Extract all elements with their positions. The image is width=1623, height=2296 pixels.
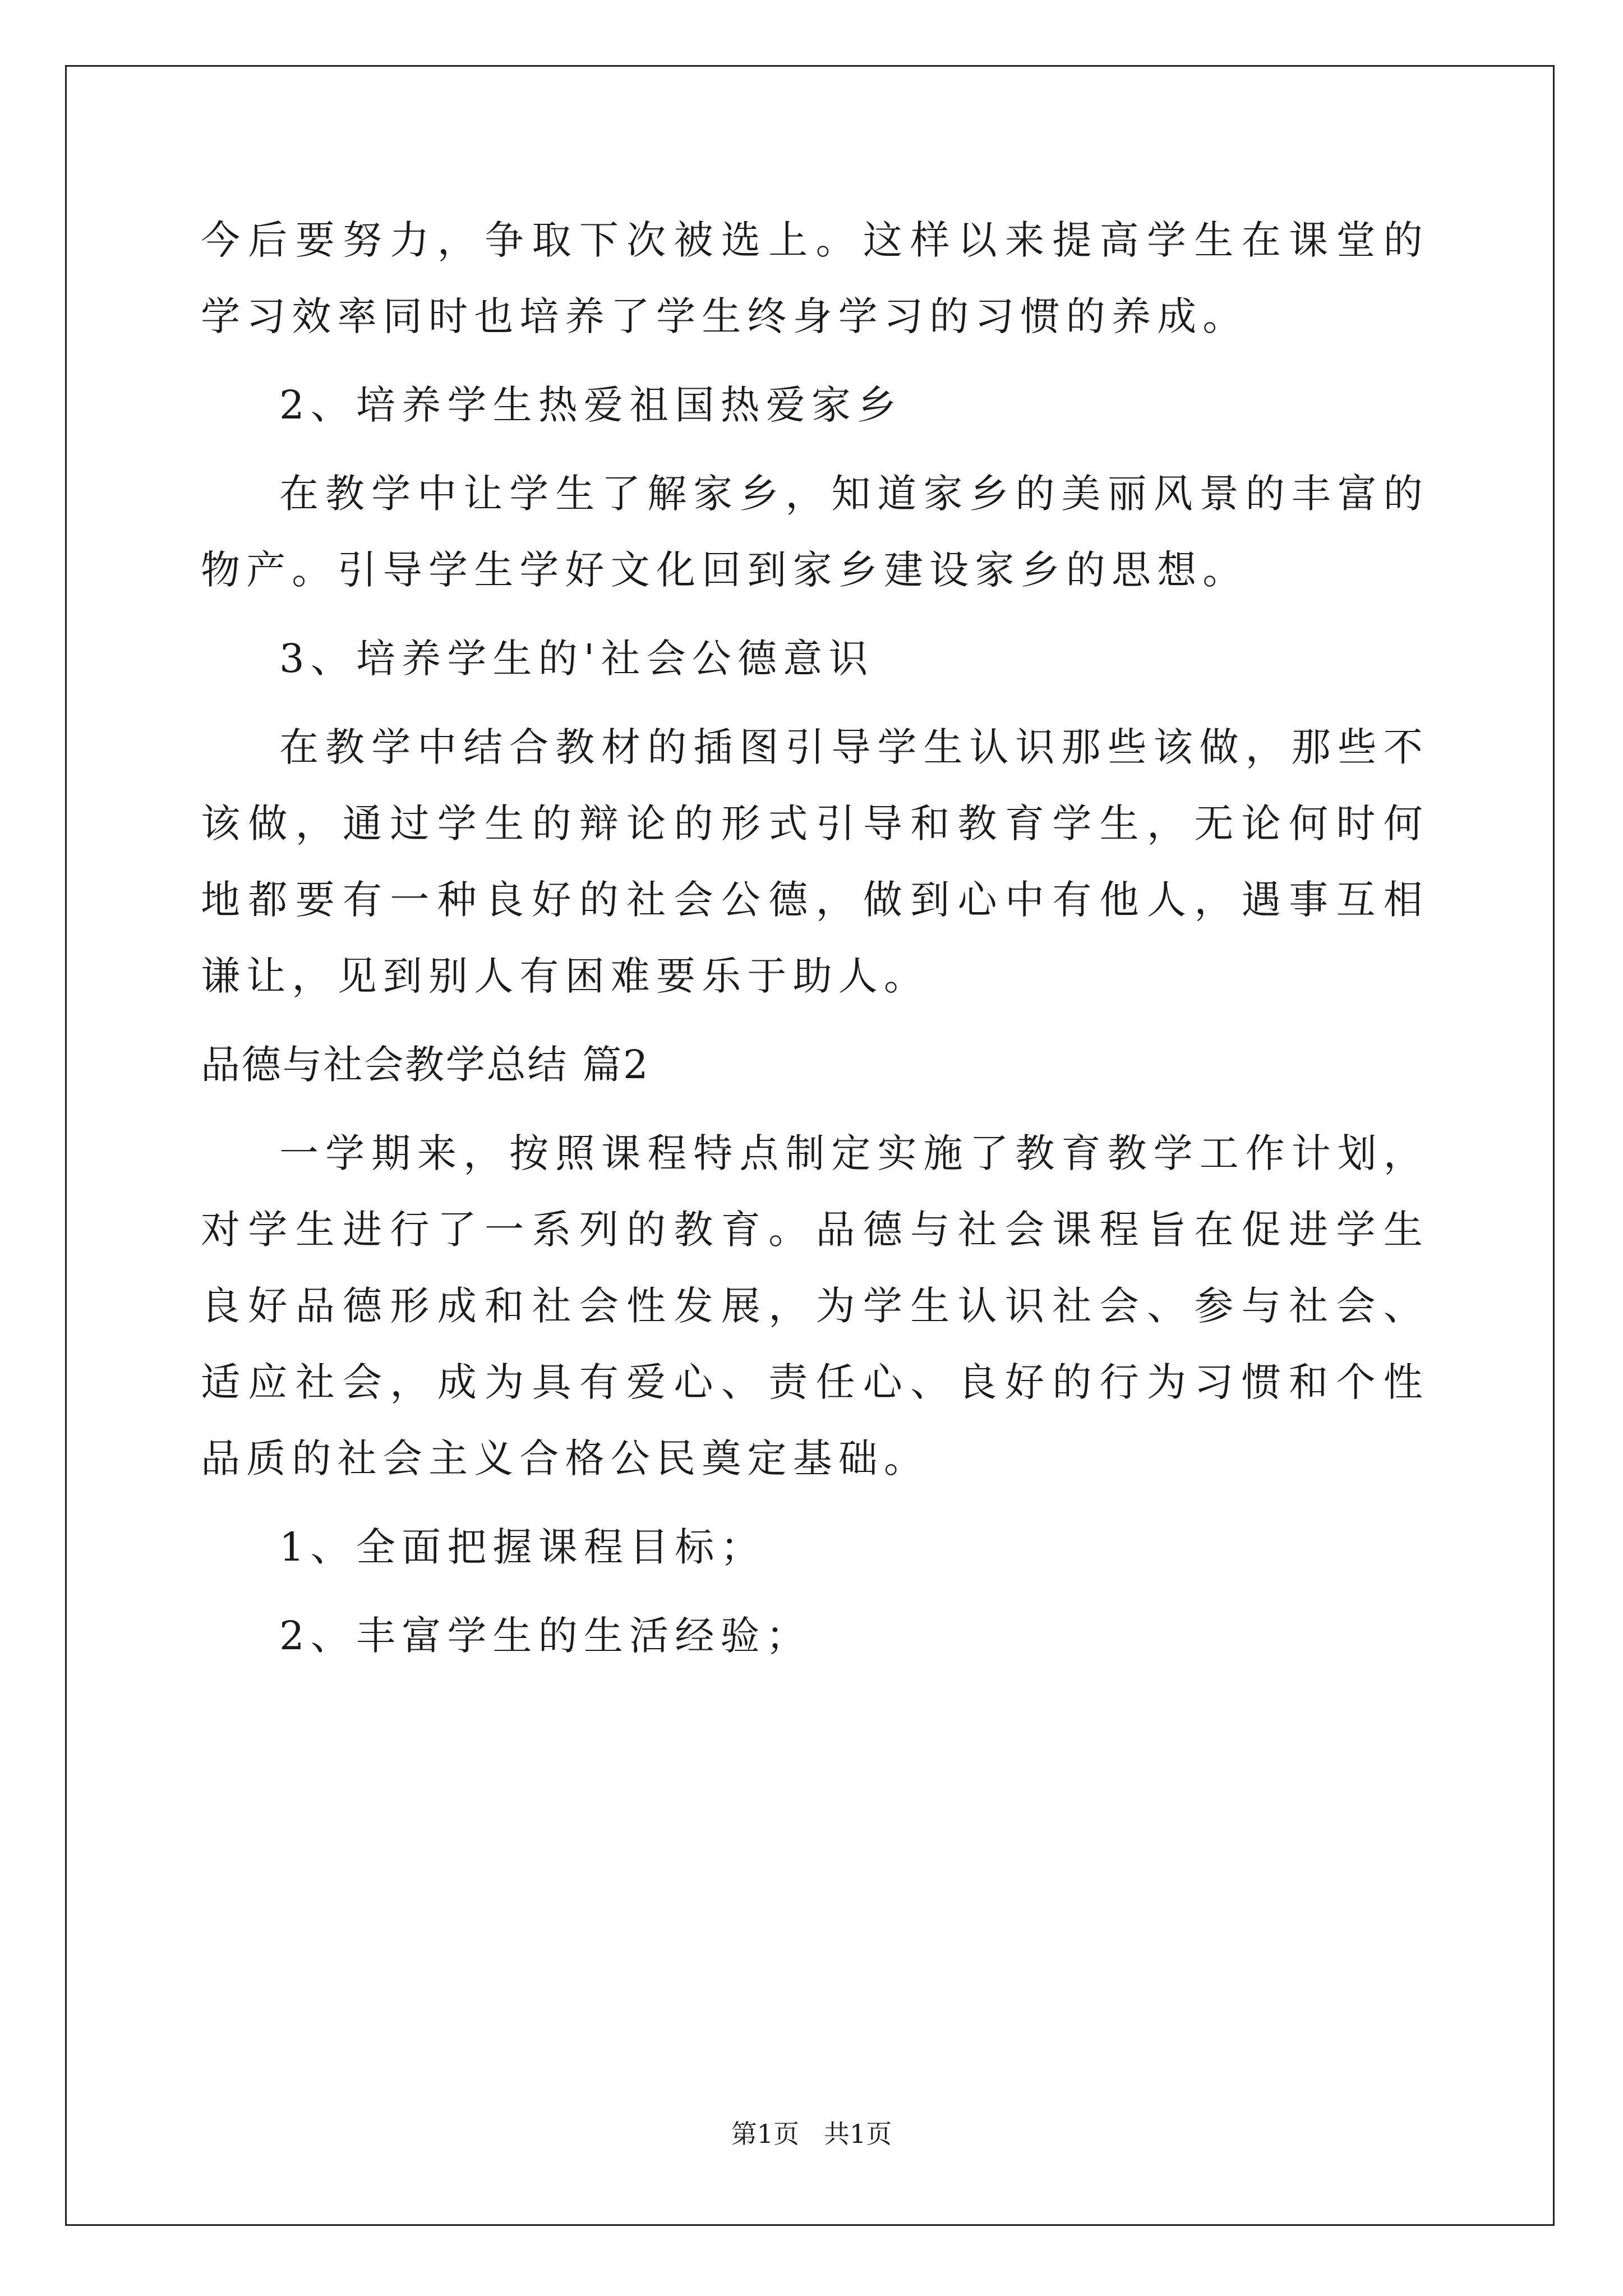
paragraph-2: 在教学中让学生了解家乡，知道家乡的美丽风景的丰富的物产。引导学生学好文化回到家乡建设家乡的思想。 — [201, 471, 1429, 593]
document-body — [201, 202, 1429, 1674]
paragraph-3: 在教学中结合教材的插图引导学生认识那些该做，那些不该做，通过学生的辩论的形式引导和教育学生，无论何时何地都要有一种良好的社会公德，做到心中有他人，遇事互相谦让，见到别人有困难要乐于助人。 — [201, 724, 1429, 999]
section-heading: 品德与社会教学总结 篇2 — [201, 1042, 650, 1088]
paragraph-4: 一学期来，按照课程特点制定实施了教育教学工作计划，对学生进行了一系列的教育。品德与社会课程旨在促进学生良好品德形成和社会性发展，为学生认识社会、参与社会、适应社会，成为具有爱心、责任心、良好的行为习惯和个性品质的社会主义合格公民奠定基础。 — [201, 1130, 1429, 1481]
list-item-3-heading: 3、培养学生的'社会公德意识 — [279, 636, 874, 682]
list-item-2: 2、丰富学生的生活经验； — [279, 1613, 811, 1659]
list-item-1: 1、全面把握课程目标； — [279, 1524, 766, 1570]
list-item-2-heading: 2、培养学生热爱祖国热爱家乡 — [279, 382, 903, 428]
page-number-footer: 第1页 共1页 — [731, 2119, 892, 2149]
paragraph-1: 今后要努力，争取下次被选上。这样以来提高学生在课堂的学习效率同时也培养了学生终身学习的习惯的养成。 — [201, 217, 1429, 339]
